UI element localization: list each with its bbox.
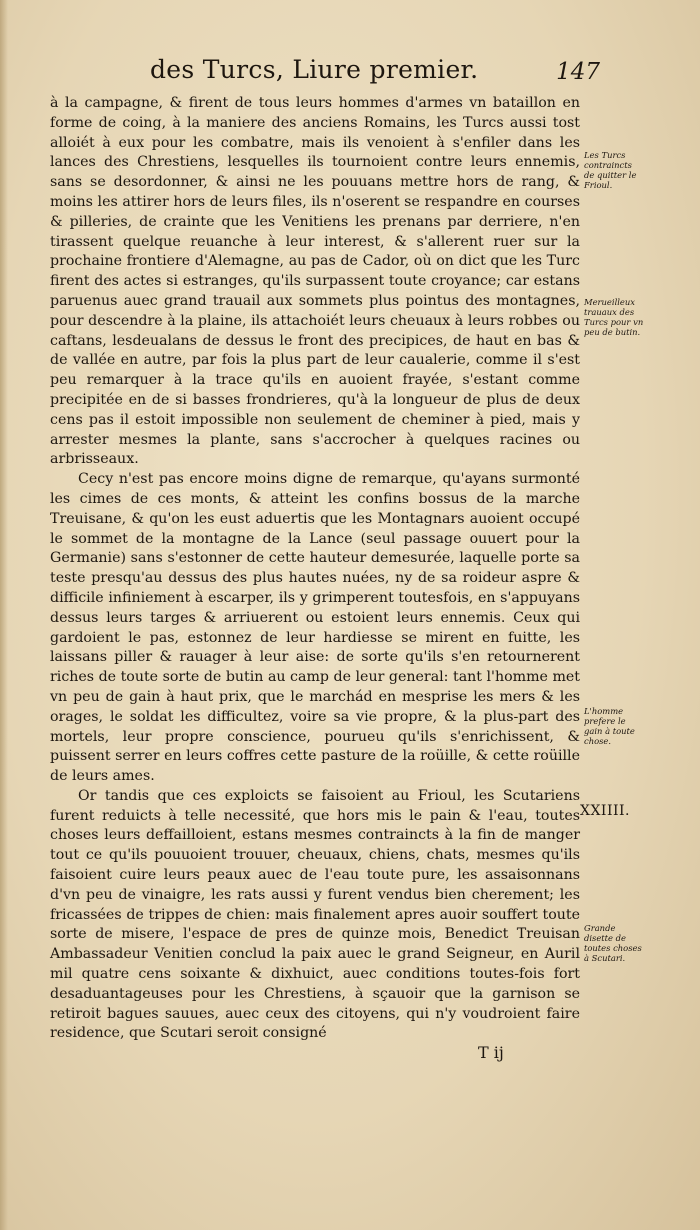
paragraph-1: à la campagne, & firent de tous leurs hommes d'armes vn bataillon en forme de coing, à la maniere des anciens Romains, les Turcs aussi tost alloiét à eux pour les combatre, mais ils venoient à s'enfiler dans les lances des Chrestiens, lesquelles ils tournoient contre leurs ennemis, sans se desordonner, & ainsi ne les pouuans mettre hors de rang, & moins les attirer hors de leurs files, ils n'oserent se respandre en courses & pilleries, de crainte que les Venitiens les prenans par derriere, n'en tirassent quelque reuanche à leur interest, & s'allerent ruer sur la prochaine frontiere d'Alemagne, au pas de Cador, où on dict que les Turc firent des actes si estranges, qu'ils surpassent toute croyance; car estans paruenus auec grand trauail aux sommets plus pointus des montagnes, pour descendre à la plaine, ils attachoiét leurs cheuaux à leurs robbes ou caftans, lesdeualans de dessus le front des precipices, de haut en bas & de vallée en autre, par fois la plus part de leur caualerie, comme il s'est peu remarquer à la trace qu'ils en auoient frayée, s'estant comme precipitée en de si basses frondrieres, qu'à la longueur de plus de deux cens pas il estoit impossible non seulement de cheminer à pied, mais y arrester mesmes la plante, sans s'accrocher à quelques racines ou arbrisseaux. bbox=[50, 95, 580, 468]
body-text bbox=[50, 94, 580, 1044]
signature-mark: T ij bbox=[478, 1043, 504, 1062]
paragraph-2: Cecy n'est pas encore moins digne de remarque, qu'ayans surmonté les cimes de ces monts, & atteint les confins bossus de la marche Treuisane, & qu'on les eust aduertis que les Montagnars auoient occupé le sommet de la montagne de la Lance (seul passage ouuert pour la Germanie) sans s'estonner de cette hauteur demesurée, laquelle porte sa teste presqu'au dessus des plus hautes nuées, ny de sa roideur aspre & difficile infiniement à escarper, ils y grimperent toutesfois, en s'appuyans dessus leurs targes & arriuerent ou estoient leurs ennemis. Ceux qui gardoient le pas, estonnez de leur hardiesse se mirent en fuitte, les laissans piller & rauager à leur aise: de sorte qu'ils s'en retournerent riches de toute sorte de butin au camp de leur general: tant l'homme met vn peu de gain à haut prix, que le marchád en mesprise les mers & les orages, le soldat les difficultez, voire sa vie propre, & la plus-part des mortels, leur propre conscience, pourueu qu'ils s'enrichissent, & puissent serrer en leurs coffres cette pasture de la roüille, & cette roüille de leurs ames. bbox=[50, 471, 580, 785]
margin-note-turks-labours: Merueilleux trauaux des Turcs pour vn peu de butin. bbox=[584, 297, 644, 337]
section-number: XXIIII. bbox=[580, 803, 631, 819]
page-header bbox=[150, 55, 600, 91]
margin-note-turks-leave-friuli: Les Turcs contraincts de quitter le Frioul. bbox=[584, 150, 637, 190]
margin-note-scutari-famine: Grande disette de toutes choses à Scutari. bbox=[584, 923, 642, 963]
paragraph-3: Or tandis que ces exploicts se faisoient au Frioul, les Scutariens furent reduicts à telle necessité, que hors mis le pain & l'eau, toutes choses leurs deffailloient, estans mesmes contraincts à la fin de manger tout ce qu'ils pouuoient trouuer, cheuaux, chiens, chats, mesmes qu'ils faisoient cuire leurs peaux auec de l'eau toute pure, les assaisonnans d'vn peu de vinaigre, les rats aussi y furent vendus bien cherement; les fricassées de trippes de chien: mais finalement apres auoir souffert toute sorte de misere, l'espace de pres de quinze mois, Benedict Treuisan Ambassadeur Venitien conclud la paix auec le grand Seigneur, en Auril mil quatre cens soixante & dixhuict, auec conditions toutes-fois fort desaduantageuses pour les Chrestiens, à sçauoir que la garnison se retiroit bagues sauues, auec ceux des citoyens, qui n'y voudroient faire residence, que Scutari seroit consigné bbox=[50, 787, 580, 1042]
page-edge-shadow bbox=[0, 0, 8, 1230]
margin-note-gain: L'homme prefere le gain à toute chose. bbox=[584, 706, 635, 746]
running-title: des Turcs, Liure premier. bbox=[150, 55, 479, 84]
page-number: 147 bbox=[556, 59, 600, 85]
